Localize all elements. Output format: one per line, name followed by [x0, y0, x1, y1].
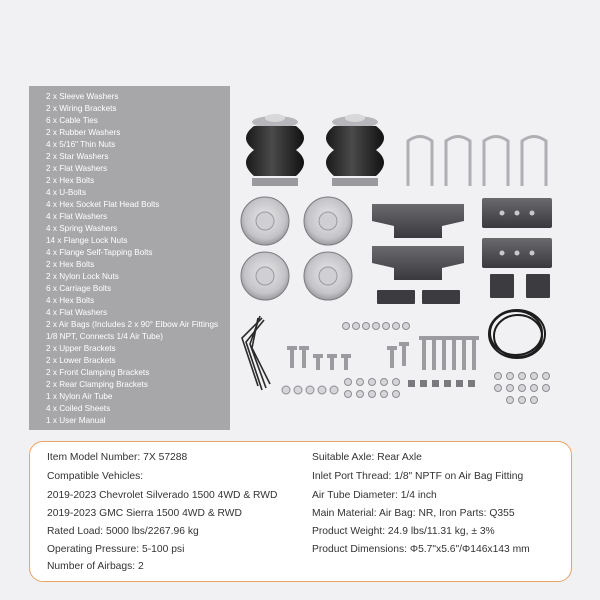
parts-list-item: 2 x Front Clamping Brackets: [46, 368, 150, 377]
parts-list-item: 4 x Flat Washers: [46, 212, 108, 221]
parts-list-item: 2 x Lower Brackets: [46, 356, 116, 365]
parts-list-item: 2 x Rubber Washers: [46, 128, 121, 137]
spec-number-of-airbags: Number of Airbags: 2: [47, 561, 144, 572]
spec-main-material: Main Material: Air Bag: NR, Iron Parts: Q355: [312, 508, 515, 519]
parts-list-item: 14 x Flange Lock Nuts: [46, 236, 128, 245]
parts-list-item: 2 x Hex Bolts: [46, 260, 95, 269]
parts-list-item: 2 x Nylon Lock Nuts: [46, 272, 119, 281]
spec-vehicle-chevrolet: 2019-2023 Chevrolet Silverado 1500 4WD & RWD: [47, 490, 278, 501]
spec-rated-load: Rated Load: 5000 lbs/2267.96 kg: [47, 526, 199, 537]
hardware-washers: [282, 323, 550, 404]
spec-operating-pressure: Operating Pressure: 5-100 psi: [47, 544, 185, 555]
parts-list-item: 6 x Carriage Bolts: [46, 284, 112, 293]
parts-list-item: 1 x Nylon Air Tube: [46, 392, 113, 401]
air-bag: [326, 114, 384, 186]
parts-list-item: 4 x 5/16" Thin Nuts: [46, 140, 116, 149]
air-bag: [246, 114, 304, 186]
parts-list-item: 6 x Cable Ties: [46, 116, 98, 125]
spec-compatible-vehicles: Compatible Vehicles:: [47, 471, 144, 482]
spec-vehicle-gmc: 2019-2023 GMC Sierra 1500 4WD & RWD: [47, 508, 242, 519]
coiled-sheets: [241, 197, 352, 300]
parts-list-item: 2 x Flat Washers: [46, 164, 108, 173]
spec-suitable-axle: Suitable Axle: Rear Axle: [312, 452, 422, 463]
specifications-box: [29, 441, 572, 582]
parts-list-item: 2 x Upper Brackets: [46, 344, 116, 353]
parts-list-item: 4 x Flange Self-Tapping Bolts: [46, 248, 153, 257]
parts-list: [29, 86, 230, 430]
parts-list-item: 1 x User Manual: [46, 416, 106, 425]
nylon-air-tube: [489, 310, 545, 358]
parts-list-item: 4 x U-Bolts: [46, 188, 87, 197]
spec-model-number: Item Model Number: 7X 57288: [47, 452, 188, 463]
hardware-nuts: [408, 380, 475, 387]
parts-list-item: 4 x Hex Bolts: [46, 296, 95, 305]
spec-product-weight: Product Weight: 24.9 lbs/11.31 kg, ± 3%: [312, 526, 495, 537]
hardware-bolts: [287, 336, 479, 370]
spec-air-tube-diameter: Air Tube Diameter: 1/4 inch: [312, 490, 437, 501]
cable-ties: [242, 316, 270, 390]
parts-list-item: 2 x Wiring Brackets: [46, 104, 117, 113]
parts-list-item: 4 x Spring Washers: [46, 224, 118, 233]
lower-brackets: [482, 198, 552, 268]
parts-list-item: 4 x Flat Washers: [46, 308, 108, 317]
parts-list-item: 4 x Coiled Sheets: [46, 404, 111, 413]
u-bolts: [408, 137, 546, 187]
parts-list-item: 2 x Star Washers: [46, 152, 109, 161]
parts-list-item: 2 x Hex Bolts: [46, 176, 95, 185]
product-kit-image: [232, 86, 572, 430]
spec-inlet-port-thread: Inlet Port Thread: 1/8" NPTF on Air Bag Fitting: [312, 471, 524, 482]
spec-product-dimensions: Product Dimensions: Φ5.7"x5.6"/Φ146x143 mm: [312, 544, 530, 555]
parts-list-item: 2 x Air Bags (Includes 2 x 90° Elbow Air Fittings 1/8 NPT, Connects 1/4 Air Tube): [46, 320, 219, 341]
parts-list-item: 4 x Hex Socket Flat Head Bolts: [46, 200, 160, 209]
parts-list-item: 2 x Rear Clamping Brackets: [46, 380, 148, 389]
parts-list-item: 2 x Sleeve Washers: [46, 92, 119, 101]
upper-brackets: [372, 204, 464, 280]
